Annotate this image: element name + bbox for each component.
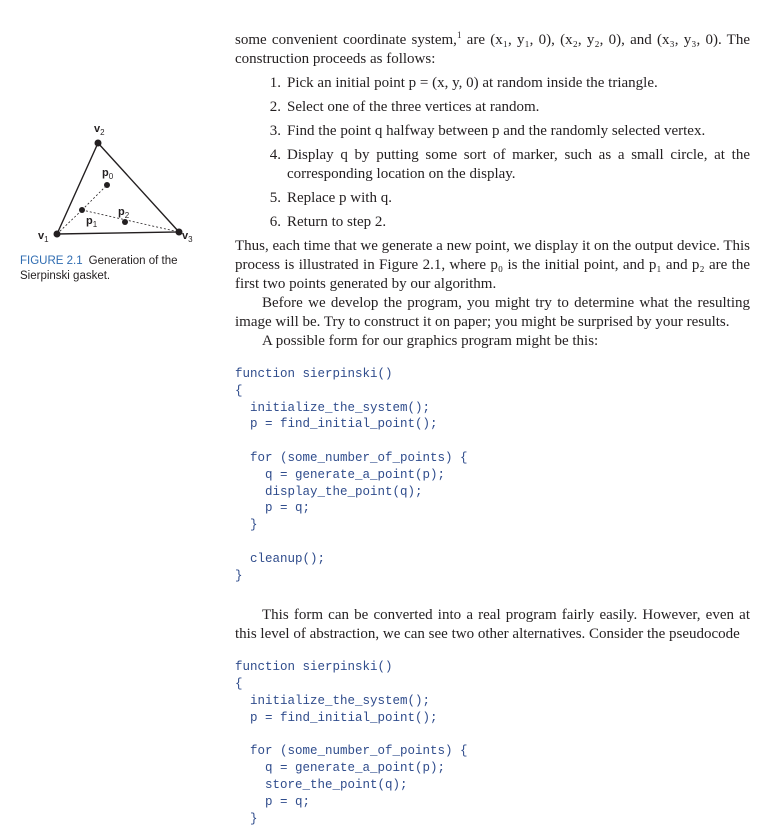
step-item [235, 74, 750, 93]
point-p0 [104, 182, 110, 188]
label-v2: $v_2$ [94, 123, 105, 137]
step-item [235, 189, 750, 208]
label-v3: $v_3$ [182, 230, 193, 244]
step-item [235, 98, 750, 117]
vertex-v1 [54, 231, 61, 238]
dashed-segment-p1-v2 [82, 185, 107, 210]
paragraph-1: Thus, each time that we generate a new point, we display it on the output device. This process is illustrated in Figure 2.1, where p₀ is the initial point, and p₁ and p₂ are the first two points generated by our algorithm. [235, 238, 750, 292]
step-text: Select one of the three vertices at random. [287, 99, 540, 115]
intro-line: some convenient coordinate system, [235, 32, 457, 48]
intro-paragraph [235, 26, 750, 69]
caption-number: FIGURE 2.1 [20, 255, 83, 267]
dashed-segment-v1-p1 [57, 210, 82, 234]
intro-rest: are (x₁, y₁, 0), (x₂, y₂, 0), and (x₃, y₃, 0). The construction proceeds as follows: [235, 32, 750, 67]
paragraph-3: A possible form for our graphics program might be this: [262, 333, 599, 349]
step-item [235, 213, 750, 232]
step-text: Pick an initial point p = (x, y, 0) at random inside the triangle. [287, 75, 658, 91]
triangle [57, 143, 179, 234]
code-block-1: function sierpinski() { initialize_the_system(); p = find_initial_point(); for (some_number_of_points) { q = generate_a_point(p); display_the_point(q); p = q; } cleanup(); } [235, 367, 468, 583]
paragraph-4: This form can be converted into a real program fairly easily. However, even at this level of abstraction, we can see two other alternatives. Consider the pseudocode [235, 607, 750, 643]
step-number: 5. [269, 190, 281, 206]
step-number: 4. [269, 147, 281, 163]
paragraph-2: Before we develop the program, you might try to determine what the resulting image will be. Try to construct it on paper; you might be surprised by your results. [235, 295, 750, 330]
step-text: Return to step 2. [287, 214, 387, 230]
step-number: 1. [269, 75, 281, 91]
algorithm-steps [235, 74, 750, 232]
step-number: 3. [269, 123, 281, 139]
step-text: Find the point q halfway between p and the randomly selected vertex. [287, 123, 706, 139]
label-p1: $p_1$ [86, 215, 98, 229]
label-p2: $p_2$ [118, 206, 130, 220]
step-item [235, 122, 750, 141]
step-item [235, 146, 750, 184]
step-number: 2. [269, 99, 281, 115]
body-text [235, 26, 750, 827]
label-p0: $p_0$ [102, 167, 114, 181]
step-text: Display q by putting some sort of marker, such as a small circle, at the corresponding location on the display. [287, 147, 750, 182]
step-text: Replace p with q. [287, 190, 392, 206]
vertex-v2 [95, 140, 102, 147]
figure-caption [20, 254, 220, 284]
step-number: 6. [269, 214, 281, 230]
sierpinski-diagram [32, 118, 212, 248]
code-block-2: function sierpinski() { initialize_the_system(); p = find_initial_point(); for (some_number_of_points) { q = generate_a_point(p); store_the_point(q); p = q; } [235, 660, 468, 826]
caption-text: Generation of the Sierpinski gasket. [20, 255, 178, 282]
label-v1: $v_1$ [38, 230, 49, 244]
footnote-mark: 1 [456, 30, 462, 40]
point-p1 [79, 207, 85, 213]
